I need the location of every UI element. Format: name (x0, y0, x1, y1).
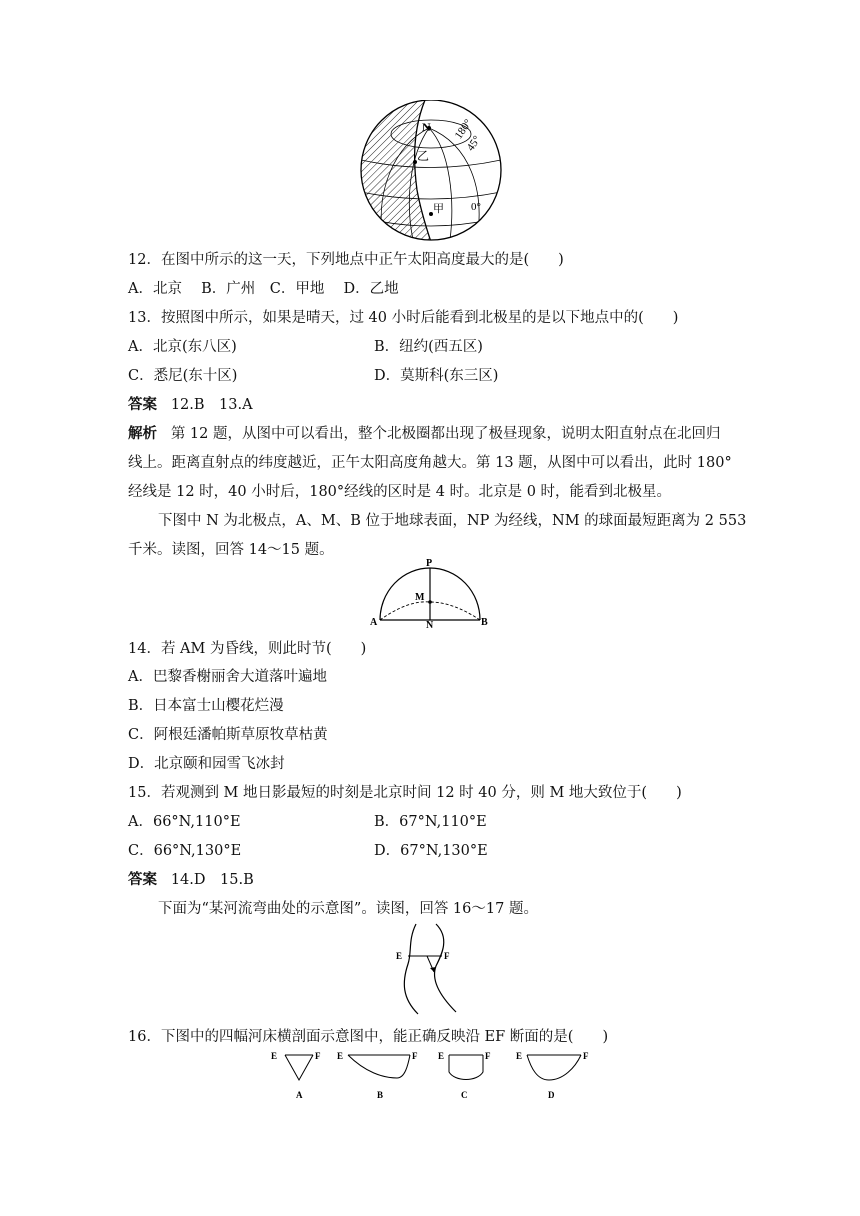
night-area (355, 100, 431, 242)
q13-option-a: A．北京(东八区) (128, 339, 237, 355)
section-b-label: B (377, 1090, 384, 1100)
section-d (516, 1051, 589, 1100)
section-c-label: C (461, 1090, 468, 1100)
q16-stem: 16．下图中的四幅河床横剖面示意图中，能正确反映沿 EF 断面的是( ) (128, 1029, 609, 1045)
globe-yi-label: 乙 (417, 149, 430, 163)
intro3-line-1: 下面为“某河流弯曲处的示意图”。读图，回答 16～17 题。 (158, 901, 538, 917)
analysis-line-2: 线上。距离直射点的纬度越近，正午太阳高度角越大。第 13 题，从图中可以看出，此时 180° (128, 455, 732, 471)
q15-option-a: A．66°N,110°E (128, 814, 241, 830)
q15-option-b: B．67°N,110°E (374, 814, 487, 830)
intro2-line-2: 千米。读图，回答 14～15 题。 (128, 542, 334, 558)
river-figure (392, 922, 472, 1017)
semicircle-b: B (481, 617, 488, 628)
section-b (337, 1051, 418, 1100)
analysis-line-3: 经线是 12 时，40 小时后，180°经线的区时是 4 时。北京是 0 时，能看到北极星。 (128, 484, 672, 500)
q14-option-b: B．日本富士山樱花烂漫 (128, 698, 284, 714)
semicircle-m: M (415, 592, 425, 603)
analysis-text-1: 第 12 题，从图中可以看出，整个北极圈都出现了极昼现象，说明太阳直射点在北回归 (170, 426, 721, 442)
globe-jia-label: 甲 (433, 203, 444, 215)
section-a-label: A (296, 1090, 303, 1100)
section-c-f: F (485, 1051, 491, 1061)
section-a-f: F (315, 1051, 321, 1061)
analysis-label: 解析 (128, 425, 157, 442)
answer-2-label: 答案 (128, 871, 157, 888)
q15-option-d: D．67°N,130°E (374, 843, 488, 859)
q13-option-d: D．莫斯科(东三区) (374, 368, 499, 384)
section-d-e: E (516, 1051, 523, 1061)
q12-stem: 12．在图中所示的这一天，下列地点中正午太阳高度最大的是( ) (128, 252, 564, 268)
q15-stem: 15．若观测到 M 地日影最短的时刻是北京时间 12 时 40 分，则 M 地大致位于( ) (128, 785, 682, 801)
section-b-e: E (337, 1051, 344, 1061)
section-c (438, 1051, 491, 1100)
section-d-f: F (583, 1051, 589, 1061)
q14-option-a: A．巴黎香榭丽舍大道落叶遍地 (128, 669, 327, 685)
section-b-f: F (412, 1051, 418, 1061)
q12-options: A．北京 B．广州 C．甲地 D．乙地 (128, 281, 399, 297)
globe-figure (355, 100, 510, 242)
answer-2 (128, 870, 254, 890)
section-d-label: D (548, 1090, 555, 1100)
cross-sections-figure (265, 1050, 595, 1105)
globe-0-label: 0° (471, 201, 481, 213)
semicircle-a: A (370, 617, 378, 628)
answer-1-text: 12.B 13.A (170, 397, 253, 413)
section-a-e: E (271, 1051, 278, 1061)
q15-option-c: C．66°N,130°E (128, 843, 242, 859)
semicircle-figure (368, 556, 493, 628)
intro2-line-1: 下图中 N 为北极点，A、M、B 位于地球表面，NP 为经线，NM 的球面最短距离为 2 553 (158, 513, 747, 529)
answer-2-text: 14.D 15.B (170, 872, 254, 888)
river-f-label: F (444, 951, 450, 961)
q13-option-b: B．纽约(西五区) (374, 339, 483, 355)
q13-stem: 13．按照图中所示，如果是晴天，过 40 小时后能看到北极星的是以下地点中的( ) (128, 310, 679, 326)
answer-1 (128, 395, 253, 415)
q14-option-d: D．北京颐和园雪飞冰封 (128, 756, 285, 772)
globe-north-label: N (422, 120, 431, 134)
section-c-e: E (438, 1051, 445, 1061)
answer-1-label: 答案 (128, 396, 157, 413)
globe-45-label: 45° (464, 133, 484, 154)
q13-option-c: C．悉尼(东十区) (128, 368, 238, 384)
section-a (271, 1051, 321, 1100)
semicircle-n: N (426, 620, 434, 628)
river-e-label: E (396, 951, 403, 961)
q14-stem: 14．若 AM 为昏线，则此时节( ) (128, 641, 367, 657)
analysis-line-1 (128, 424, 721, 444)
q14-option-c: C．阿根廷潘帕斯草原牧草枯黄 (128, 727, 328, 743)
globe-180-label: 180° (452, 117, 475, 142)
semicircle-p: P (426, 558, 433, 569)
